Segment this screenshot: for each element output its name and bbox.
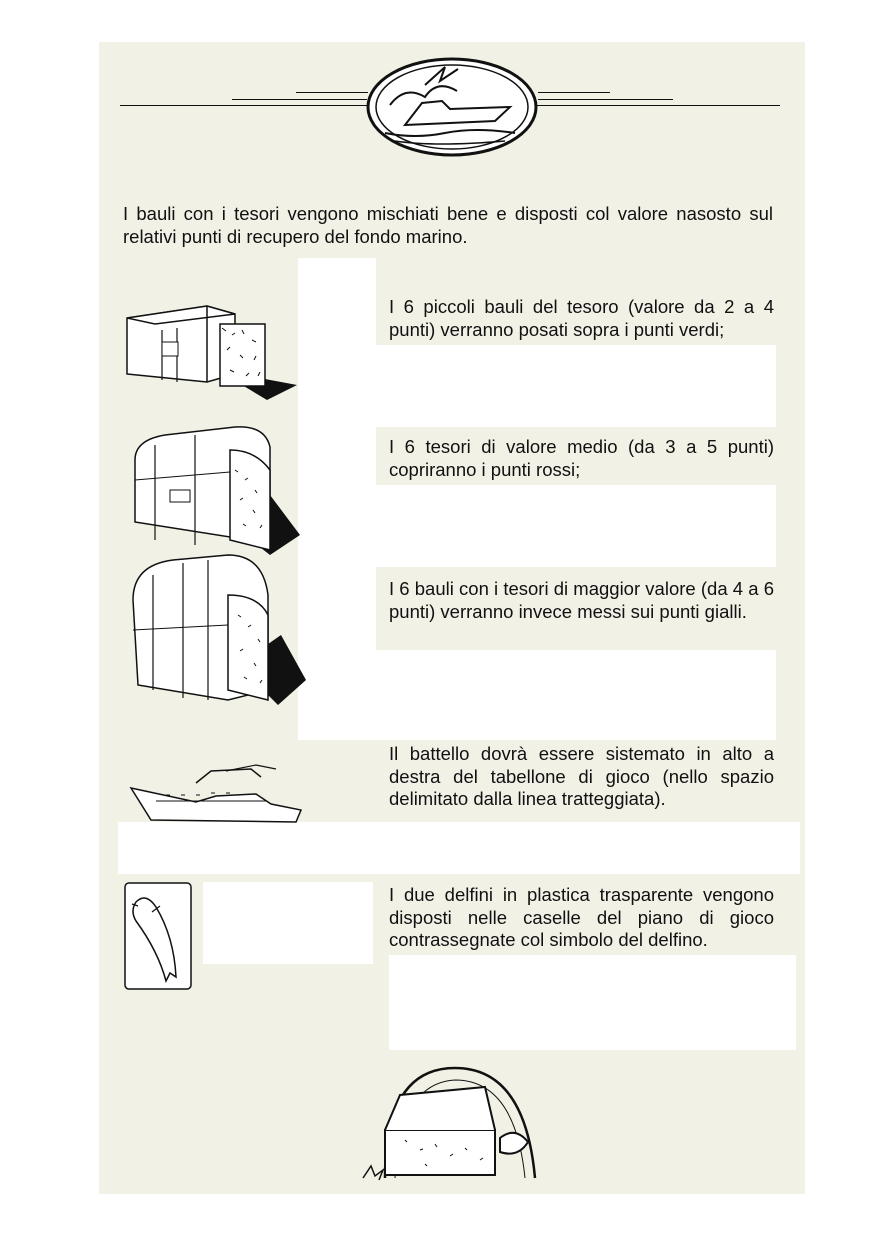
medium-chest-icon: [125, 420, 305, 560]
section-text-small-chests: I 6 piccoli bauli del tesoro (valore da 2 a 4 punti) verranno posati sopra i punti verdi;: [389, 296, 774, 340]
small-chest-icon: [122, 300, 302, 405]
white-panel-4: [298, 650, 776, 740]
white-panel-3: [298, 485, 776, 567]
header-rule-right-top: [538, 92, 610, 93]
large-chest-icon: [128, 555, 308, 710]
header-rule-right: [535, 105, 780, 106]
dolphin-icon: [124, 882, 194, 992]
header-rule-right-inner: [538, 99, 673, 100]
section-text-large-chests: I 6 bauli con i tesori di maggior valore (da 4 a 6 punti) verranno invece messi sui punti gialli.: [389, 578, 774, 622]
white-panel-6: [203, 882, 373, 964]
boat-icon: [126, 763, 301, 828]
header-boat-emblem-icon: [365, 55, 540, 160]
header-rule-left-top: [296, 92, 368, 93]
white-panel-2: [376, 345, 776, 427]
section-text-dolphins: I due delfini in plastica trasparente vengono disposti nelle caselle del piano di gioco contrassegnate col simbolo del delfino.: [389, 884, 774, 950]
header-rule-left: [120, 105, 370, 106]
white-panel-5: [118, 822, 800, 874]
treasure-chest-emblem-icon: [355, 1060, 545, 1185]
white-panel-7: [389, 955, 796, 1050]
section-text-boat: Il battello dovrà essere sistemato in alto a destra del tabellone di gioco (nello spazio delimitato dalla linea tratteggiata).: [389, 743, 774, 809]
header-rule-left-inner: [232, 99, 367, 100]
intro-text: I bauli con i tesori vengono mischiati bene e disposti col valore nasosto sul relativi punti di recupero del fondo marino.: [123, 203, 773, 247]
section-text-medium-chests: I 6 tesori di valore medio (da 3 a 5 punti) copriranno i punti rossi;: [389, 436, 774, 480]
